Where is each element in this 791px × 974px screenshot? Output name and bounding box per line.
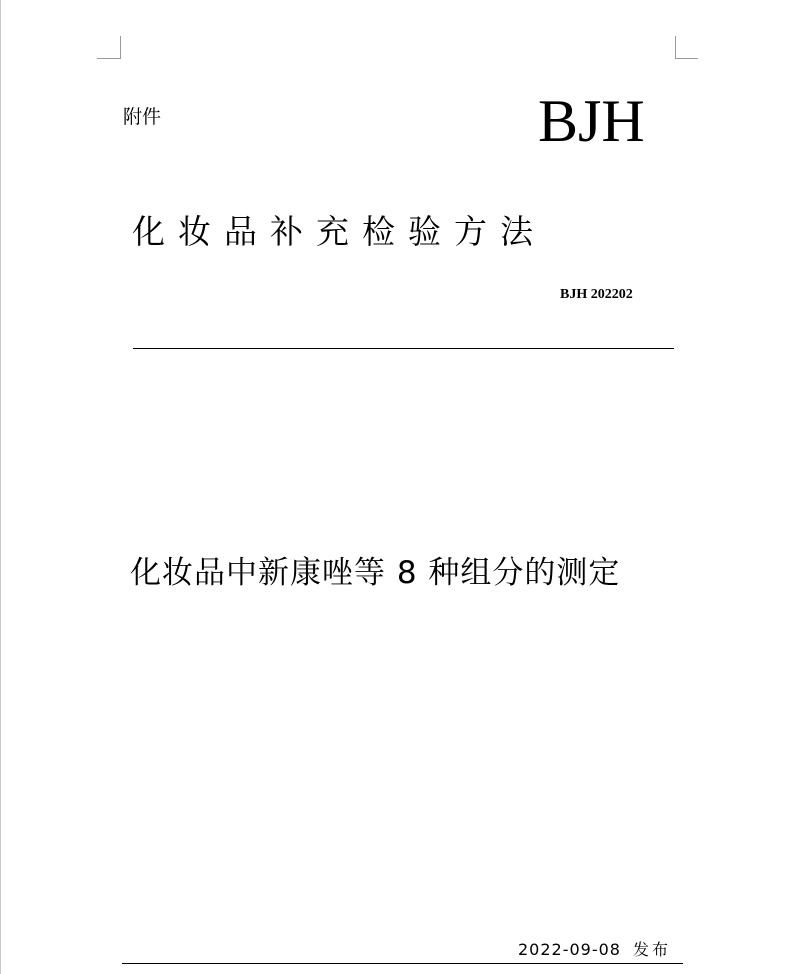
document-title: 化妆品中新康唑等 8 种组分的测定	[130, 555, 621, 591]
standard-number: BJH 202202	[560, 287, 633, 302]
page-left-edge	[0, 0, 1, 974]
standard-code: BJH	[538, 88, 645, 154]
header-divider	[133, 348, 674, 349]
crop-mark-top-left	[97, 36, 121, 59]
release-date: 2022-09-08	[518, 940, 621, 959]
release-word: 发布	[632, 940, 671, 959]
crop-mark-top-right	[675, 36, 698, 59]
footer-divider	[122, 963, 683, 964]
attachment-label: 附件	[123, 106, 162, 128]
series-title: 化妆品补充检验方法	[132, 212, 546, 251]
release-line	[518, 940, 671, 960]
